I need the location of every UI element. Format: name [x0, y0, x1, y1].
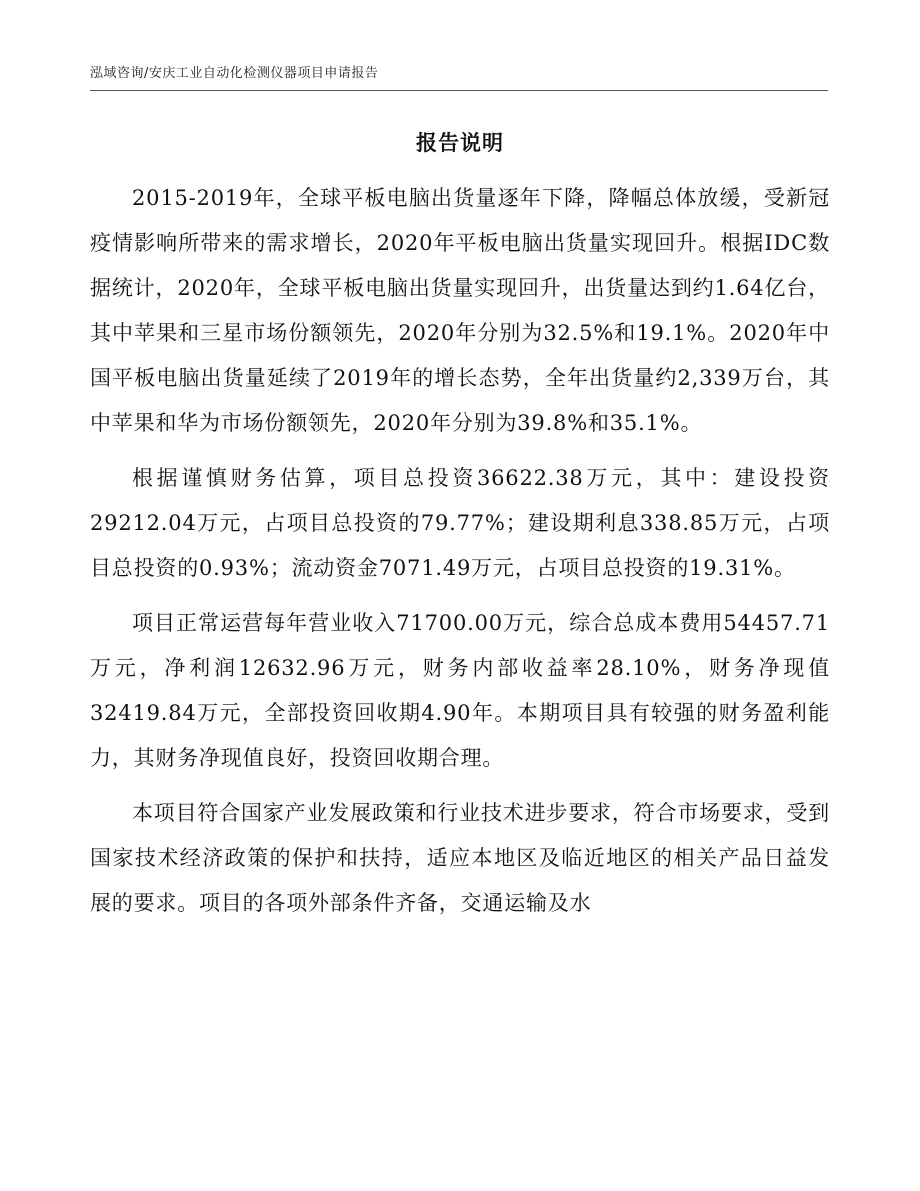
paragraph-market-overview: 2015-2019年，全球平板电脑出货量逐年下降，降幅总体放缓，受新冠疫情影响所带来的需求增长，2020年平板电脑出货量实现回升。根据IDC数据统计，2020年，全球平板电脑出货量实现回升，出货量达到约1.64亿台，其中苹果和三星市场份额领先，2020年分别为32.5%和19.1%。2020年中国平板电脑出货量延续了2019年的增长态势，全年出货量约2,339万台，其中苹果和华为市场份额领先，2020年分别为39.8%和35.1%。	[90, 186, 830, 435]
paragraph-financial-indicators: 项目正常运营每年营业收入71700.00万元，综合总成本费用54457.71万元，净利润12632.96万元，财务内部收益率28.10%，财务净现值32419.84万元，全部投资回收期4.90年。本期项目具有较强的财务盈利能力，其财务净现值良好，投资回收期合理。	[90, 611, 830, 770]
running-header: 泓域咨询/安庆工业自动化检测仪器项目申请报告	[90, 66, 379, 81]
document-body	[90, 176, 830, 936]
section-title: 报告说明	[416, 131, 504, 155]
paragraph-policy-compliance: 本项目符合国家产业发展政策和行业技术进步要求，符合市场要求，受到国家技术经济政策的保护和扶持，适应本地区及临近地区的相关产品日益发展的要求。项目的各项外部条件齐备，交通运输及水	[90, 801, 830, 915]
header-divider	[90, 90, 828, 91]
paragraph-investment-estimate: 根据谨慎财务估算，项目总投资36622.38万元，其中：建设投资29212.04万元，占项目总投资的79.77%；建设期利息338.85万元，占项目总投资的0.93%；流动资金7071.49万元，占项目总投资的19.31%。	[90, 466, 830, 580]
